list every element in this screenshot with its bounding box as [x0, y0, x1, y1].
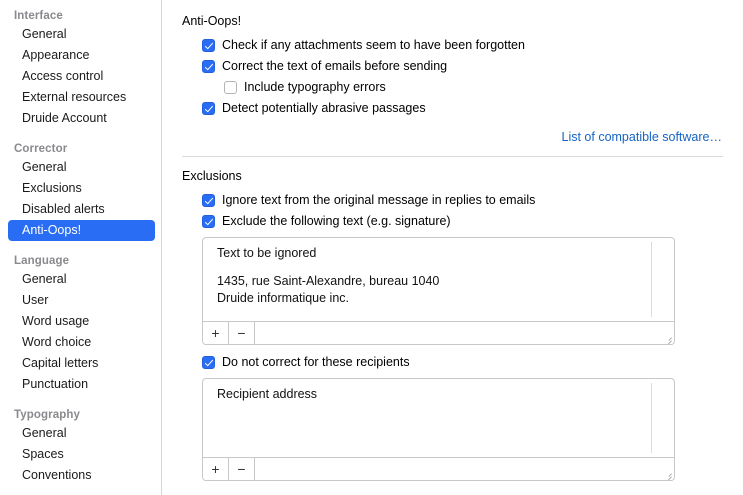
remove-ignored-text-button[interactable]: −: [229, 322, 255, 344]
recipients-list-header: Recipient address: [217, 387, 318, 401]
option-label-correct-before-sending: Correct the text of emails before sending: [222, 59, 448, 73]
ignored-text-list-footer: [203, 321, 674, 344]
recipients-list-footer: [203, 457, 674, 480]
sidebar-item-capital-letters[interactable]: Capital letters: [22, 356, 99, 370]
add-recipient-button[interactable]: +: [203, 458, 229, 480]
option-row-detect-abrasive[interactable]: [182, 101, 723, 116]
sidebar-group-title-corrector: Corrector: [14, 143, 68, 155]
sidebar-item-word-choice[interactable]: Word choice: [22, 335, 92, 349]
option-label-include-typography-errors: Include typography errors: [244, 80, 386, 94]
column-separator: [651, 383, 652, 453]
sidebar-item-interface-general[interactable]: General: [22, 27, 67, 41]
checkbox-exclude-following-text[interactable]: [202, 215, 215, 228]
ignored-text-listbox[interactable]: [202, 237, 675, 345]
option-row-correct-before-sending[interactable]: [182, 59, 723, 74]
ignored-text-list[interactable]: [203, 238, 674, 321]
option-label-detect-abrasive: Detect potentially abrasive passages: [222, 101, 426, 115]
sidebar-item-language-general[interactable]: General: [22, 272, 67, 286]
sidebar-item-appearance[interactable]: Appearance: [22, 48, 90, 62]
checkbox-correct-before-sending[interactable]: [202, 60, 215, 73]
list-item[interactable]: 1435, rue Saint-Alexandre, bureau 1040: [217, 274, 440, 288]
section-divider: [182, 156, 723, 157]
sidebar-group-title-language: Language: [14, 255, 70, 267]
sidebar-item-punctuation[interactable]: Punctuation: [22, 377, 89, 391]
sidebar-item-exclusions[interactable]: Exclusions: [22, 181, 82, 195]
option-row-do-not-correct-recipients[interactable]: [182, 355, 723, 370]
exclusions-section-title: Exclusions: [182, 169, 242, 183]
sidebar-item-word-usage[interactable]: Word usage: [22, 314, 90, 328]
option-row-include-typography-errors[interactable]: [182, 80, 723, 95]
resize-grip-icon[interactable]: [663, 334, 672, 343]
ignored-text-list-header: Text to be ignored: [217, 246, 317, 260]
sidebar-group-title-interface: Interface: [14, 10, 63, 22]
option-label-ignore-original-message: Ignore text from the original message in replies to emails: [222, 193, 536, 207]
footer-spacer: [255, 458, 674, 480]
checkbox-do-not-correct-recipients[interactable]: [202, 356, 215, 369]
sidebar-group-title-typography: Typography: [14, 409, 80, 421]
compatible-software-link-row: [182, 130, 723, 144]
option-row-exclude-following-text[interactable]: [182, 214, 723, 229]
sidebar-item-disabled-alerts[interactable]: Disabled alerts: [22, 202, 105, 216]
sidebar-item-druide-account[interactable]: Druide Account: [22, 111, 107, 125]
anti-oops-section-title: Anti-Oops!: [182, 14, 242, 28]
settings-pane: [162, 0, 743, 495]
resize-grip-icon[interactable]: [663, 470, 672, 479]
footer-spacer: [255, 322, 674, 344]
sidebar-item-anti-oops[interactable]: Anti-Oops!: [8, 220, 155, 241]
sidebar-item-spaces[interactable]: Spaces: [22, 447, 64, 461]
checkbox-ignore-original-message[interactable]: [202, 194, 215, 207]
add-ignored-text-button[interactable]: +: [203, 322, 229, 344]
list-item[interactable]: Druide informatique inc.: [217, 291, 350, 305]
sidebar-item-typography-general[interactable]: General: [22, 426, 67, 440]
sidebar-item-conventions[interactable]: Conventions: [22, 468, 92, 482]
checkbox-detect-abrasive[interactable]: [202, 102, 215, 115]
option-label-check-attachments: Check if any attachments seem to have been forgotten: [222, 38, 525, 52]
option-row-ignore-original-message[interactable]: [182, 193, 723, 208]
compatible-software-link[interactable]: List of compatible software…: [561, 130, 722, 144]
sidebar-item-user[interactable]: User: [22, 293, 49, 307]
checkbox-check-attachments[interactable]: [202, 39, 215, 52]
option-label-do-not-correct-recipients: Do not correct for these recipients: [222, 355, 410, 369]
recipients-list[interactable]: [203, 379, 674, 457]
recipients-listbox[interactable]: [202, 378, 675, 481]
sidebar-item-external-resources[interactable]: External resources: [22, 90, 127, 104]
sidebar: [0, 0, 162, 495]
checkbox-include-typography-errors[interactable]: [224, 81, 237, 94]
sidebar-item-access-control[interactable]: Access control: [22, 69, 104, 83]
option-row-check-attachments[interactable]: [182, 38, 723, 53]
option-label-exclude-following-text: Exclude the following text (e.g. signature): [222, 214, 451, 228]
column-separator: [651, 242, 652, 317]
remove-recipient-button[interactable]: −: [229, 458, 255, 480]
sidebar-item-corrector-general[interactable]: General: [22, 160, 67, 174]
